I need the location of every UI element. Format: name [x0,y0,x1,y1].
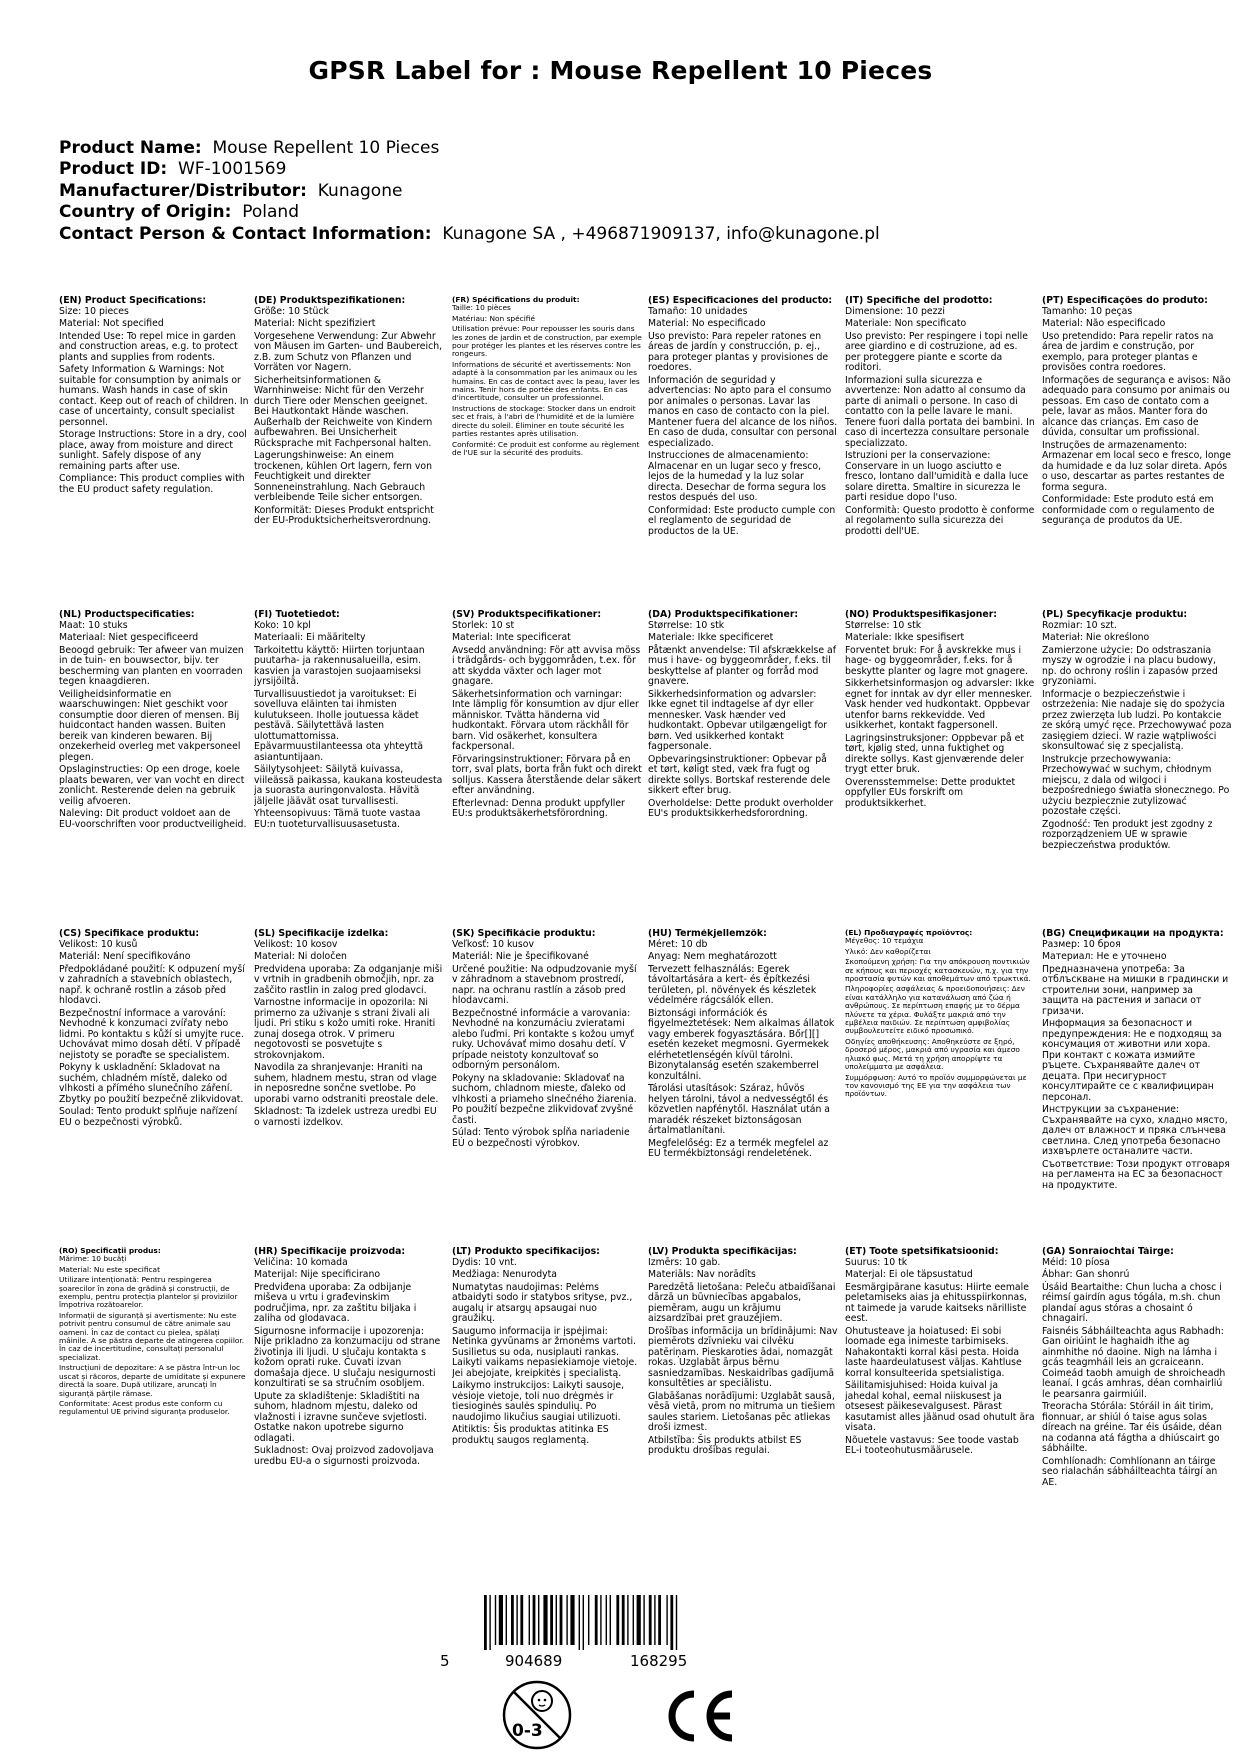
info-row [59,202,880,223]
spec-section [452,296,642,601]
barcode-bar [529,1595,530,1645]
barcode-bar [560,1595,563,1645]
spec-line: Zgodność: Ten produkt jest zgodny z rozporządzeniem UE w sprawie bezpieczeństwa produktów. [1042,818,1213,851]
info-value: Kunagone SA , +496871909137, info@kunagone.pl [442,223,880,244]
spec-line: Ohutusteave ja hoiatused: Ei sobi loomade ega inimeste tarbimiseks. Nahakontakti korral käsi pesta. Hoida laste haardeulatusest väljas. Kahtluse korral konsulteerida spetsialistiga. [845,1325,1022,1379]
spec-line: Säkerhetsinformation och varningar: Inte lämplig för konsumtion av djur eller människor. Tvätta händerna vid hudkontakt. Förvara utom räckhåll för barn. Vid osäkerhet, konsultera fackpersonal. [452,688,639,752]
spec-line: Uso pretendido: Para repelir ratos na área de jardim e construção, por exemplo, para proteger plantas e provisões contra roedores. [1042,330,1214,373]
barcode-bar [643,1595,644,1645]
spec-line: Paredzētā lietošana: Peleču atbaidīšanai dārzā un būvniecības apgabalos, piemēram, augu un krājumu aizsardzībai pret grauzējiem. [648,1281,836,1324]
spec-line: Atitiktis: Šis produktas atitinka ES produktų saugos reglamentą. [452,1424,609,1446]
barcode-bar [600,1595,601,1645]
barcode-bar [520,1595,523,1645]
spec-section [1042,929,1232,1234]
spec-line: Informacje o bezpieczeństwie i ostrzeżenia: Nie nadaje się do spożycia przez zwierzęta lub ludzi. Po kontakcie ze skórą umyć ręce. Przechowywać poza zasięgiem dzieci. W razie wątpliwości skonsultować się z specjalistą. [1042,688,1232,752]
spec-line: Bezpečnostní informace a varování: Nevhodné k konzumaci zvířaty nebo lidmi. Po kontaktu s kůží si umyjte ruce. Uchovávat mimo dosah dětí. V případě nejistoty se poraďte se specialistem. [59,1007,244,1061]
spec-line: Compliance: This product complies with the EU product safety regulation. [59,473,245,495]
spec-line: Suurus: 10 tk [845,1256,908,1268]
spec-section [845,929,1035,1234]
spec-line: Conformitate: Acest produs este conform cu regulamentul UE privind siguranța produselor. [59,1398,230,1417]
spec-line: Förvaringsinstruktioner: Förvara på en torr, sval plats, borta från fukt och direkt solljus. Kassera återstående delar säkert efter användning. [452,753,642,796]
spec-heading: (RO) Specificații produs: [59,1247,161,1255]
barcode-bar [556,1595,557,1645]
spec-line: Conformité: Ce produit est conforme au règlement de l'UE sur la sécurité des produits. [452,439,640,457]
spec-line: Συμμόρφωση: Αυτό το προϊόν συμμορφώνεται με τον κανονισμό της ΕΕ για την ασφάλεια των προϊόντων. [845,1072,1027,1099]
spec-line: Sikkerhetsinformasjon og advarsler: Ikke egnet for inntak av dyr eller mennesker. Vask hender ved hudkontakt. Oppbevar utenfor barns rekkevidde. Ved usikkerhet, kontakt fagpersonell. [845,678,1035,731]
spec-line: Materiāls: Nav norādīts [648,1269,756,1280]
spec-line: Soulad: Tento produkt splňuje nařízení EU o bezpečnosti výrobků. [59,1106,238,1128]
spec-line: Rozmiar: 10 szt. [1042,619,1117,631]
info-row [59,138,880,159]
barcode-bar [583,1595,584,1650]
spec-heading: (HU) Termékjellemzők: [648,929,767,939]
barcode-bar [654,1595,655,1645]
spec-line: Materijal: Nije specificirano [254,1269,381,1280]
spec-line: Informations de sécurité et avertissements: Non adapté à la consommation par les animaux ou les humains. En cas de contact avec la peau, laver les mains. Tenir hors de portée des enfants. En cas d'incertitude, consulter un professionnel. [452,359,640,403]
info-value: Mouse Repellent 10 Pieces [212,138,440,158]
spec-line: Tarkoitettu käyttö: Hiirten torjuntaan puutarha- ja rakennusalueilla, esim. kasvien ja varastojen suojaamiseksi jyrsijöiltä. [254,644,425,687]
spec-line: Materiaali: Ei määritelty [254,632,366,643]
spec-line: Mărime: 10 bucăți [59,1254,127,1264]
spec-line: Istruzioni per la conservazione: Conservare in un luogo asciutto e fresco, lontano dall'umidità e dalla luce solare diretta. Smaltire in sicurezza le parti residue dopo l'uso. [845,450,1029,503]
spec-line: Sukladnost: Ovaj proizvod zadovoljava uredbu EU-a o sigurnosti proizvoda. [254,1445,434,1467]
barcode-bar [676,1595,677,1650]
spec-line: Biztonsági információk és figyelmeztetések: Nem alkalmas állatok vagy emberek fogyasztására. Bőr[][] esetén kezeket megmosni. Gyermekek elérhetetlenségén kívül tárolni. Bizonytalanság esetén szakemberrel konzultálni. [648,1007,835,1082]
spec-line: Material: Nu este specificat [59,1264,160,1274]
spec-line: Veiligheidsinformatie en waarschuwingen: Niet geschikt voor consumptie door dieren of mensen. Bij huidcontact handen wassen. Buiten bereik van kinderen bewaren. Bij onzekerheid overleg met vakpersoneel plegen. [59,688,241,763]
barcode-bar [622,1595,625,1645]
barcode-bar [579,1595,580,1650]
spec-line: Materiale: Ikke specificeret [648,632,774,643]
spec-line: Lagringsinstruksjoner: Oppbevar på et tørt, kjølig sted, unna fuktighet og direkte sollys. Kast gjenværende deler trygt etter bruk. [845,732,1024,775]
spec-line: Megfelelőség: Ez a termék megfelel az EU termékbiztonsági rendeletének. [648,1137,829,1159]
spec-heading: (EN) Product Specifications: [59,296,207,306]
spec-line: Materiał: Nie określono [1042,632,1150,643]
spec-heading: (PL) Specyfikacje produktu: [1042,610,1188,620]
spec-line: Materiale: Non specificato [845,318,967,329]
spec-line: Información de seguridad y advertencias: No apto para el consumo por animales o personas. Lavar las manos en caso de contacto con la piel. Mantener fuera del alcance de los niños. En caso de duda, consultar con personal especializado. [648,374,838,449]
spec-line: Οδηγίες αποθήκευσης: Αποθηκεύστε σε ξηρό, δροσερό μέρος, μακριά από υγρασία και άμεσο ηλιακό φως. Μετά τη χρήση απορρίψτε τα υπολείμματα με ασφάλεια. [845,1036,1020,1072]
spec-section [452,1247,642,1552]
spec-line: Zamierzone użycie: Do odstraszania myszy w ogrodzie i na placu budowy, np. do ochrony roślin i zapasów przed gryzoniami. [1042,644,1218,687]
spec-line: Varnostne informacije in opozorila: Ni primerno za uživanje s strani živali ali ljudi. Pri stiku s kožo umiti roke. Hraniti zunaj dosega otrok. V primeru negotovosti se posvetujte s strokovnjakom. [254,997,436,1061]
spec-line: Anyag: Nem meghatározott [648,951,777,962]
spec-line: Avsedd användning: För att avvisa möss i trädgårds- och byggområden, t.ex. för att skydda växter och lager mot gnagare. [452,644,641,687]
spec-line: Size: 10 pieces [59,305,129,317]
spec-line: Σκοπούμενη χρήση: Για την απόκρουση ποντικιών σε κήπους και περιοχές κατασκευών, π.χ. για την προστασία φυτών και αποθεμάτων από τρωκτικά. [845,957,1031,984]
spec-line: Konformität: Dieses Produkt entspricht der EU-Produktsicherheitsverordnung. [254,504,434,526]
info-value: WF-1001569 [177,159,287,180]
spec-section [452,929,642,1234]
spec-line: Størrelse: 10 stk [648,619,725,631]
product-info [59,138,880,245]
spec-heading: (LV) Produkta specifikācijas: [648,1247,797,1257]
page-title: GPSR Label for : Mouse Repellent 10 Pieces [308,56,933,85]
spec-section [648,929,838,1234]
spec-heading: (PT) Especificações do produto: [1042,296,1208,306]
spec-line: Conformidad: Este producto cumple con el reglamento de seguridad de productos de la UE. [648,504,836,537]
barcode-bar [649,1595,652,1645]
spec-heading: (ET) Toote spetsifikatsioonid: [845,1247,999,1257]
spec-line: Méid: 10 píosa [1042,1256,1110,1268]
barcode-bar [637,1595,641,1645]
spec-line: Размер: 10 броя [1042,938,1121,950]
spec-line: Saugumo informacija ir įspėjimai: Netinka gyvūnams ar žmonėms vartoti. Susilietus su oda, nusiplauti rankas. Laikyti vaikams nepasiekiamoje vietoje. Jei abejojate, kreipkitės į specialistą. [452,1325,638,1379]
spec-line: Informazioni sulla sicurezza e avvertenze: Non adatto al consumo da parte di animali o persone. In caso di contatto con la pelle lavare le mani. Tenere fuori dalla portata dei bambini. In caso di incertezza consultare personale specializzato. [845,374,1035,449]
spec-heading: (DA) Produktspecifikationer: [648,610,799,620]
barcode-bar [538,1595,539,1645]
spec-line: Maat: 10 stuks [59,619,128,631]
spec-section [59,296,249,601]
barcode-bar [550,1595,553,1645]
info-label: Product Name: [59,138,202,158]
spec-line: Turvallisuustiedot ja varoitukset: Ei sovelluva eläinten tai ihmisten kulutukseen. Iholle joutuessa kädet pestävä. Säilytettävä lasten ulottumattomissa. Epävarmuustilanteessa ota yhteyttä asiantuntijaan. [254,688,424,763]
info-value: Kunagone [317,180,403,201]
spec-line: Efterlevnad: Denna produkt uppfyller EU:s produktsäkerhetsförordning. [452,797,625,819]
spec-line: Comhlíonadh: Comhlíonann an táirge seo rialachán sábháilteachta táirgí an AE. [1042,1455,1218,1488]
spec-section [845,610,1035,915]
spec-line: Material: Nicht spezifiziert [254,318,376,329]
spec-line: Ábhar: Gan shonrú [1042,1269,1130,1280]
spec-line: Izmērs: 10 gab. [648,1256,721,1268]
spec-line: Treoracha Stórála: Stóráil in áit tirim, fionnuar, ar shiúl ó taise agus solas díreach na gréine. Tar éis úsáide, déan na codanna atá fágtha a dhiúscairt go sábháilte. [1042,1401,1222,1454]
barcode-bar [616,1595,619,1645]
info-label: Manufacturer/Distributor: [59,180,307,201]
spec-line: Súlad: Tento výrobok spĺňa nariadenie EÚ o bezpečnosti výrobkov. [452,1127,630,1149]
barcode-bar [670,1595,673,1650]
barcode-bar [570,1595,574,1645]
spec-line: Tervezett felhasználás: Egerek távoltartására a kert- és építkezési területen, pl. növények és készletek védelmére rágcsálók ellen. [648,963,817,1006]
spec-line: Pokyny k uskladnění: Skladovat na suchém, chladném místě, daleko od vlhkosti a přímého slunečního záření. Zbytky po použití bezpečně zlikvidovat. [59,1062,244,1105]
spec-section [452,610,642,915]
spec-line: Medžiaga: Nenurodyta [452,1269,557,1280]
spec-line: Atbilstība: Šis produkts atbilst ES produktu drošības regulai. [648,1434,802,1456]
spec-line: Material: Não especificado [1042,318,1166,329]
spec-line: Utilizare intenționată: Pentru respingerea șoarecilor în zona de grădină și construcții, de exemplu, pentru protecția plantelor și provizi​ilor împotriva rozătoarelor. [59,1275,238,1310]
barcode [480,1595,740,1650]
barcode-bar [610,1595,611,1645]
spec-line: Materjal: Ei ole täpsustatud [845,1269,973,1280]
info-row [59,159,880,180]
spec-line: Numatytas naudojimas: Pelėms atbaidyti sodo ir statybos srityse, pvz., augalų ir atsargų apsaugai nuo graužikų. [452,1281,633,1324]
barcode-bar [566,1595,567,1645]
spec-line: Dydis: 10 vnt. [452,1256,517,1268]
spec-section [59,929,249,1234]
spec-section [254,929,444,1234]
spec-line: Úsáid Beartaithe: Chun lucha a chosc i réimsí gairdín agus tógála, m.sh. chun plandaí agus stóras a chosaint ó chnagairí. [1042,1281,1222,1324]
spec-line: Faisnéis Sábháilteachta agus Rabhadh: Gan oiriúint le haghaidh ithe ag ainmhithe nó daoine. Nigh na lámha i gcás teagmháil leis an gcraiceann. Coimeád taobh amuigh de shroicheadh leanaí. I gcás amhras, déan comhairliú le pearsanra gairmiúil. [1042,1325,1226,1400]
spec-heading: (LT) Produkto specifikacijos: [452,1247,600,1257]
spec-line: Tárolási utasítások: Száraz, hűvös helyen tárolni, távol a nedvességtől és közvetlen napfénytől. Használat után a maradék részeket biztonságosan ártalmatlanítani. [648,1083,831,1136]
spec-heading: (SV) Produktspecifikationer: [452,610,602,620]
spec-line: Veličina: 10 komada [254,1256,348,1268]
barcode-bar [511,1595,514,1645]
spec-line: Matériau: Non spécifié [452,313,535,323]
spec-heading: (ES) Especificaciones del producto: [648,296,833,306]
spec-line: Taille: 10 pièces [452,303,511,313]
spec-line: Pokyny na skladovanie: Skladovať na suchom, chladnom mieste, ďaleko od vlhkosti a priameho slnečného žiarenia. Po použití bezpečne zlikvidovať zvyšné časti. [452,1072,637,1126]
info-label: Contact Person & Contact Information: [59,223,432,244]
spec-line: Tamaño: 10 unidades [648,305,748,317]
info-label: Country of Origin: [59,202,232,223]
spec-heading: (HR) Specifikacije proizvoda: [254,1247,406,1257]
info-row [59,181,880,202]
spec-line: Instrucciones de almacenamiento: Almacenar en un lugar seco y fresco, lejos de la humedad y la luz solar directa. Desechar de forma segura los restos después del uso. [648,450,826,503]
spec-line: Yhteensopivuus: Tämä tuote vastaa EU:n tuoteturvallisuusasetusta. [254,808,421,830]
barcode-bar [588,1595,589,1645]
spec-line: Materiaal: Niet gespecificeerd [59,632,199,643]
spec-heading: (EL) Προδιαγραφές προϊόντος: [845,929,973,937]
spec-line: Instrukcje przechowywania: Przechowywać w suchym, chłodnym miejscu, z dala od wilgoci i bezpośredniego światła słonecznego. Po użyciu bezpiecznie zutylizować pozostałe części. [1042,753,1230,817]
spec-line: Uso previsto: Per respingere i topi nelle aree giardino e di costruzione, ad es. per proteggere piante e scorte da roditori. [845,330,1028,373]
spec-line: Informații de siguranță și avertismente: Nu este potrivit pentru consumul de către animale sau oameni. În caz de contact cu pielea, spălați mâinile. A se păstra departe de atingerea copiilor. În caz de incertitudine, consultați personalul specializat. [59,1310,245,1362]
spec-line: Material: No especificado [648,318,766,329]
spec-line: Overholdelse: Dette produkt overholder EU's produktsikkerhedsforordning. [648,797,834,819]
spec-line: Conformità: Questo prodotto è conforme al regolamento sulla sicurezza dei prodotti dell'UE. [845,504,1035,537]
spec-line: Инструкции за съхранение: Съхранявайте на сухо, хладно място, далеч от влажност и пряка слънчева светлина. След употреба безопасно изхвърлете останалите части. [1042,1104,1228,1157]
spec-line: Overensstemmelse: Dette produktet oppfyller EUs forskrift om produktsikkerhet. [845,776,1016,809]
barcode-bar [516,1595,517,1645]
spec-line: Material: Ni določen [254,951,347,962]
spec-section [254,610,444,915]
spec-line: Uso previsto: Para repeler ratones en áreas de jardín y construcción, p. ej., para proteger plantas y provisiones de roedores. [648,330,829,373]
spec-section [845,296,1035,601]
spec-line: Instruções de armazenamento: Armazenar em local seco e fresco, longe da humidade e da luz solar direta. Após o uso, descartar as partes restantes de forma segura. [1042,439,1232,493]
barcode-bar [499,1595,503,1645]
spec-line: Sicherheitsinformationen & Warnhinweise: Nicht für den Verzehr durch Tiere oder Menschen geeignet. Bei Hautkontakt Hände waschen. Außerhalb der Reichweite von Kindern aufbewahren. Bei Unsicherheit Rücksprache mit Fachpersonal halten. [254,374,433,449]
spec-line: Laikymo instrukcijos: Laikyti sausoje, vėsioje vietoje, toli nuo drėgmės ir tiesioginės saulės spindulių. Po naudojimo likučius saugiai utilizuoti. [452,1380,625,1423]
spec-section [1042,610,1232,915]
spec-heading: (NL) Productspecificaties: [59,610,195,620]
spec-line: Påtænkt anvendelse: Til afskrækkelse af mus i have- og byggeområder, f.eks. til beskyttelse af planter og forråd mod gnavere. [648,644,836,687]
spec-line: Předpokládané použití: K odpuzení myší v zahradních a stavebních oblastech, např. k ochraně rostlin a zásob před hlodavci. [59,963,245,1006]
spec-line: Storlek: 10 st [452,619,515,631]
barcode-bar [595,1595,598,1645]
spec-section [1042,1247,1232,1552]
spec-line: Predvidena uporaba: Za odganjanje miši v vrtnih in gradbenih območjih, npr. za zaščito rastlin in zalog pred glodavci. [254,963,443,996]
spec-line: Tamanho: 10 peças [1042,305,1133,317]
barcode-bar [495,1595,496,1645]
info-value: Poland [242,202,300,223]
spec-line: Информация за безопасност и предупреждения: Не е подходящ за консумация от животни или хора. При контакт с кожата измийте ръцете. Съхранявайте далеч от децата. При несигурност консултирайте се с квалифициран персонал. [1042,1018,1222,1103]
spec-line: Conformidade: Este produto está em conformidade com o regulamento de segurança de produtos da UE. [1042,494,1215,526]
spec-section [648,1247,838,1552]
spec-section [1042,296,1232,601]
barcode-bar [543,1595,547,1645]
spec-line: Materiál: Není specifikováno [59,951,191,962]
spec-line: Storage Instructions: Store in a dry, cool place, away from moisture and direct sunlight. Safely dispose of any remaining parts after use. [59,429,247,472]
barcode-bar [633,1595,634,1645]
barcode-left-digits: 904689 [505,1652,563,1670]
barcode-bar [484,1595,487,1650]
spec-line: Съответствие: Този продукт отговаря на регламента на ЕС за безопасност на продуктите. [1042,1158,1230,1191]
spec-line: Upute za skladištenje: Skladištiti na suhom, hladnom mjestu, daleko od vlažnosti i izravne sunčeve svjetlosti. Ostatke nakon upotrebe sigurno odlagati. [254,1390,428,1444]
spec-heading: (SL) Specifikacije izdelka: [254,929,389,939]
spec-line: Nõuetele vastavus: See toode vastab EL-i tooteohutusmäärusele. [845,1434,1019,1456]
spec-line: Glabāšanas norādījumi: Uzglabāt sausā, vēsā vietā, prom no mitruma un tiešiem saules stariem. Lietošanas pēc atliekas droši izmest. [648,1390,836,1433]
info-label: Product ID: [59,159,168,180]
spec-heading: (NO) Produktspesifikasjoner: [845,610,998,620]
spec-line: Intended Use: To repel mice in garden and construction areas, e.g. to protect plants and supplies from rodents. [59,330,238,363]
spec-line: Koko: 10 kpl [254,619,311,631]
spec-line: Informações de segurança e avisos: Não adequado para consumo por animais ou pessoas. Em caso de contato com a pele, lavar as mãos. Manter fora do alcance das crianças. Em caso de dúvida, consultar um profissional. [1042,374,1231,438]
barcode-bar [489,1595,490,1650]
spec-line: Sigurnosne informacije i upozorenja: Nije prikladno za konzumaciju od strane životinja ili ljudi. U slučaju kontakta s kožom oprati ruke. Čuvati izvan domašaja djece. U slučaju nesigurnosti konzultirati se sa stručnim osobljem. [254,1325,441,1389]
spec-line: Säilytysohjeet: Säilytä kuivassa, viileässä paikassa, kaukana kosteudesta ja suorasta auringonvalosta. Hävitä jäljelle jäävät osat turvallisesti. [254,764,443,807]
spec-line: Navodila za shranjevanje: Hraniti na suhem, hladnem mestu, stran od vlage in neposredne sončne svetlobe. Po uporabi varno odstraniti preostale dele. [254,1062,439,1105]
spec-heading: (IT) Specifiche del prodotto: [845,296,993,306]
spec-line: Velikost: 10 kusů [59,938,138,950]
spec-line: Instrucțiuni de depozitare: A se păstra într-un loc uscat și răcoros, departe de umiditate și expunere directă la soare. După utilizare, aruncați în siguranță părțile rămase. [59,1363,246,1398]
spec-heading: (FR) Spécifications du produit: [452,296,580,304]
spec-heading: (GA) Sonraíochtaí Táirge: [1042,1247,1174,1257]
spec-line: Material: Inte specificerat [452,632,571,643]
spec-line: Eesmärgipärane kasutus: Hiirte eemale peletamiseks aias ja ehitusspiirkonnas, nt taimede ja varude kaitseks närilliste eest. [845,1281,1029,1324]
spec-section [59,1247,249,1552]
spec-line: Предназначена употреба: За отблъскване на мишки в градински и строителни зони, например за защита на растения и запаси от гризачи. [1042,963,1229,1017]
spec-line: Drošības informācija un brīdinājumi: Nav piemērots dzīvnieku vai cilvēku patēriņam. Pieskaroties ādai, nomazgāt rokas. Uzglabāt ārpus bērnu sasniedzamības. Neskaidrības gadījumā konsultēties ar speciālistu. [648,1325,838,1389]
spec-line: Safety Information & Warnings: Not suitable for consumption by animals or humans. Wash hands in case of skin contact. Keep out of reach of children. In case of uncertainty, consult specialist personnel. [59,364,249,428]
spec-line: Utilisation prévue: Pour repousser les souris dans les zones de jardin et de construction, par exemple pour protéger les plantes et les réserves contre les rongeurs. [452,324,642,359]
spec-line: Größe: 10 Stück [254,305,329,317]
spec-section [845,1247,1035,1552]
barcode-bar [506,1595,507,1645]
barcode-bar [658,1595,661,1645]
svg-text:0-3: 0-3 [512,1721,543,1741]
age-warning-0-3-icon [498,1680,576,1750]
spec-section [254,296,444,601]
spec-line: Dimensione: 10 pezzi [845,305,945,317]
spec-line: Opbevaringsinstruktioner: Opbevar på et tørt, køligt sted, væk fra fugt og direkte sollys. Bortskaf resterende dele sikkert efter brug. [648,753,831,796]
spec-line: Skladnost: Ta izdelek ustreza uredbi EU o varnosti izdelkov. [254,1106,437,1128]
barcode-bar [533,1595,536,1645]
spec-line: Vorgesehene Verwendung: Zur Abwehr von Mäusen im Garten- und Baubereich, z.B. zum Schutz von Pflanzen und Vorräten vor Nagern. [254,330,443,373]
spec-line: Πληροφορίες ασφάλειας & προειδοποιήσεις: Δεν είναι κατάλληλο για κατανάλωση από ζώα ή ανθρώπους. Σε περίπτωση επαφής με το δέρμα πλύνετε τα χέρια. Φυλάξτε μακριά από την εμβέλεια παιδιών. Σε περίπτωση αμφιβολίας συμβουλευτείτε ειδικό προσωπικό. [845,984,1025,1036]
spec-section [254,1247,444,1552]
spec-section [648,610,838,915]
spec-section [648,296,838,601]
spec-line: Material: Not specified [59,318,164,329]
spec-line: Lagerungshinweise: An einem trockenen, kühlen Ort lagern, fern von Feuchtigkeit und direkter Sonneneinstrahlung. Nach Gebrauch verbleibende Teile sicher entsorgen. [254,450,432,503]
barcode-bar [606,1595,607,1645]
spec-heading: (SK) Špecifikácie produktu: [452,929,596,939]
spec-line: Størrelse: 10 stk [845,619,922,631]
spec-line: Méret: 10 db [648,938,708,950]
spec-line: Určené použitie: Na odpudzovanie myší v záhradnom a stavebnom prostredí, napr. na ochranu rastlín a zásob pred hlodavcami. [452,963,637,1006]
spec-heading: (FI) Tuotetiedot: [254,610,340,620]
spec-line: Материал: Не е уточнено [1042,951,1167,962]
spec-line: Υλικό: Δεν καθορίζεται [845,946,931,956]
spec-line: Forventet bruk: For å avskrekke mus i hage- og byggeområder, f.eks. for å beskytte planter og lagre mot gnagere. [845,644,1028,677]
spec-line: Bezpečnostné informácie a varovania: Nevhodné na konzumáciu zvieratami alebo ľuďmi. Pri kontakte s kožou umyť ruky. Uchovávať mimo dosahu detí. V prípade neistoty konzultovať so odborným personálom. [452,1007,634,1071]
spec-line: Materiál: Nie je špecifikované [452,951,589,962]
barcode-right-digits: 168295 [630,1652,688,1670]
spec-line: Instructions de stockage: Stocker dans un endroit sec et frais, à l'abri de l'humidité et de la lumière directe du soleil. Éliminer en toute sécurité les parties restantes après utilisation. [452,403,636,439]
spec-heading: (DE) Produktspezifikationen: [254,296,406,306]
spec-line: Velikost: 10 kosov [254,938,338,950]
spec-line: Predviđena uporaba: Za odbijanje miševa u vrtu i građevinskim područjima, npr. za zaštitu biljaka i zaliha od glodavaca. [254,1281,417,1324]
barcode-bar [627,1595,628,1645]
ce-mark-icon [660,1688,740,1744]
spec-section [59,610,249,915]
spec-line: Säilitamisjuhised: Hoida kuival ja jahedal kohal, eemal niiskusest ja otsesest päikesevalgusest. Pärast kasutamist alles jäänud osad ohutult ära visata. [845,1380,1035,1433]
spec-line: Naleving: Dit product voldoet aan de EU-voorschriften voor productveiligheid. [59,808,247,830]
spec-line: Opslaginstructies: Op een droge, koele plaats bewaren, ver van vocht en direct zonlicht. Resterende delen na gebruik veilig afvoeren. [59,764,245,807]
spec-heading: (CS) Specifikace produktu: [59,929,200,939]
spec-line: Materiale: Ikke spesifisert [845,632,965,643]
spec-line: Beoogd gebruik: Ter afweer van muizen in de tuin- en bouwsector, bijv. ter bescherming van planten en voorraden tegen knaagdieren. [59,644,244,687]
info-row [59,224,880,245]
barcode-bar [666,1595,667,1645]
barcode-first-digit: 5 [440,1652,450,1670]
spec-line: Sikkerhedsinformation og advarsler: Ikke egnet til indtagelse af dyr eller mennesker. Vask hænder ved hudkontakt. Opbevar utilgængeligt for børn. Ved usikkerhed kontakt fagpersonale. [648,688,828,752]
spec-line: Veľkosť: 10 kusov [452,938,534,950]
spec-line: Μέγεθος: 10 τεμάχια [845,936,924,946]
spec-heading: (BG) Спецификации на продукта: [1042,929,1224,939]
